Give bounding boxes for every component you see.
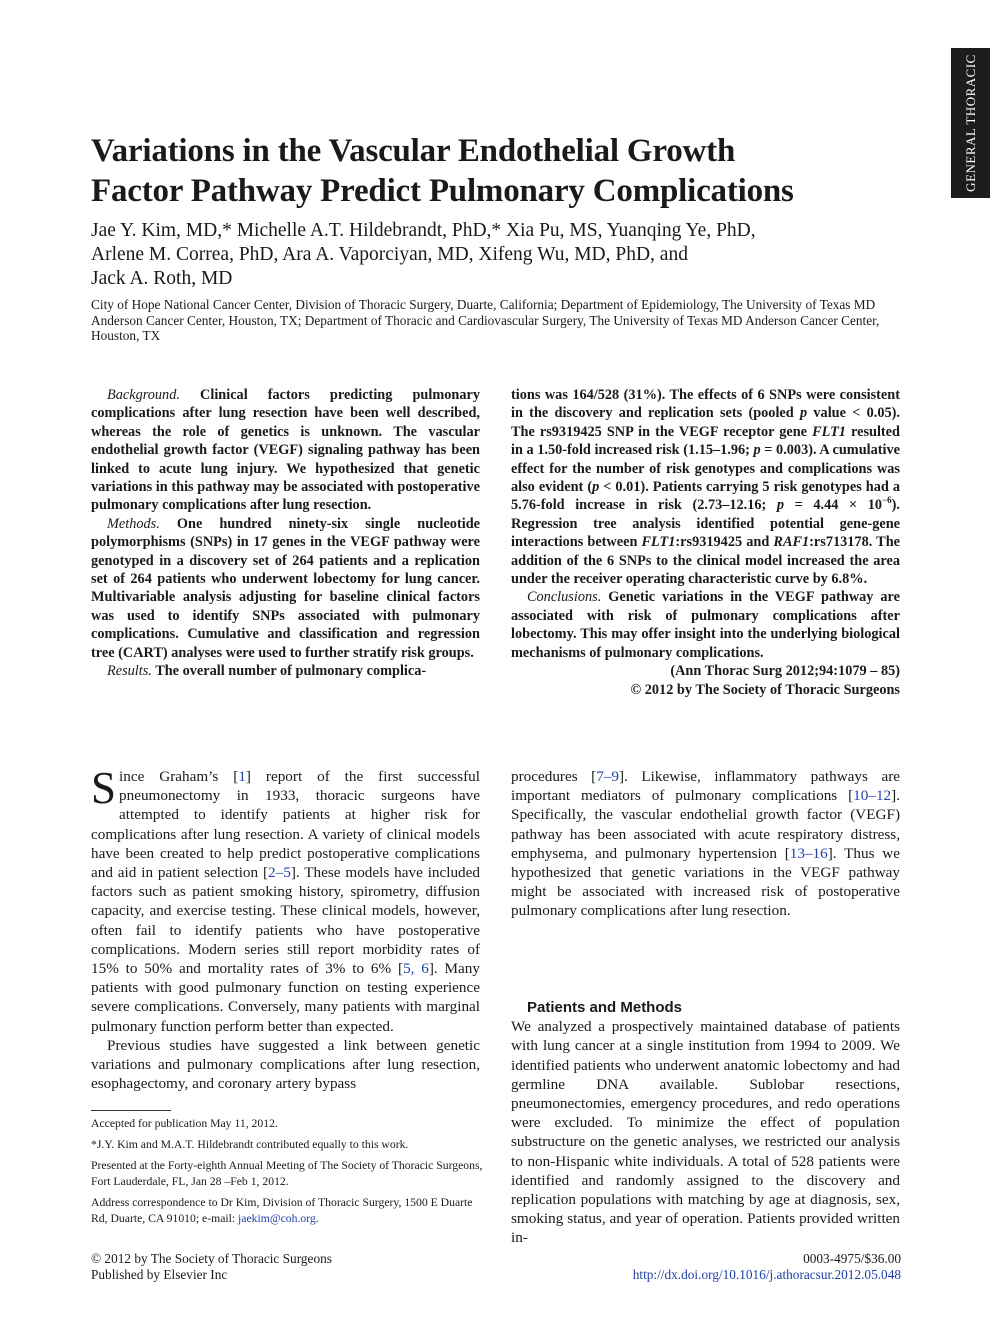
footnote-equal-contribution: *J.Y. Kim and M.A.T. Hildebrandt contributed equally to this work. [91,1138,409,1151]
abstract-copyright: © 2012 by The Society of Thoracic Surgeons [630,681,900,698]
methods-section [511,998,900,1248]
footer-issn: 0003-4975/$36.00 [803,1251,901,1266]
section-heading: Patients and Methods [527,999,683,1016]
intro-paragraph-2-continued: procedures [7–9]. Likewise, inflammatory pathways are important mediators of pulmonary complications [10–12]. Specifically, the vascular endothelial growth factor (VEGF) pathway has been associated with acute respiratory distress, emphysema, and pulmonary hypertension [13–16]. Thus we hypothesized that genetic variations in the VEGF pathway might be associated with increased risk of postoperative pulmonary complications after lung resection. [511,768,900,920]
title-line: Variations in the Vascular Endothelial Growth [91,133,736,169]
author-list [91,219,911,291]
abstract-conclusions: Conclusions. Genetic variations in the VEGF pathway are associated with risk of pulmonary complications after lobectomy. This may offer insight into the underlying biological mechanisms of pulmonary complications. [511,589,900,661]
intro-paragraph-1: Since Graham’s [1] report of the first successful pneumonectomy in 1933, thoracic surgeons have attempted to identify patients at higher risk for complications after lung resection. A variety of clinical models have been created to help predict postoperative complications and aid in patient selection [2–5]. These models have included factors such as patient smoking history, spirometry, diffusion capacity, and exercise testing. These clinical models, however, often fail to identify patients who have postoperative complications. Modern series still report morbidity rates of 15% to 50% and mortality rates of 3% to 6% [5, 6]. Many patients with good pulmonary function on testing experience severe complications. Conversely, many patients with marginal pulmonary function perform better than expected. [91,763,480,1035]
reference-link[interactable]: 5, 6 [403,960,429,978]
footnote-address: Address correspondence to Dr Kim, Division of Thoracic Surgery, 1500 E Duarte Rd, Duarte, CA 91010; e-mail: jaekim@coh.org. [91,1196,473,1225]
section-tab-label: GENERAL THORACIC [962,54,978,192]
abstract-results-start: Results. The overall number of pulmonary complica- [107,663,427,680]
footnotes [91,1116,486,1232]
email-link[interactable]: jaekim@coh.org [238,1212,316,1225]
reference-link[interactable]: 13–16 [789,844,828,862]
abstract-results-continued: tions was 164/528 (31%). The effects of 6 SNPs were consistent in the discovery and replication sets (pooled p value < 0.05). The rs9319425 SNP in the VEGF receptor gene FLT1 resulted in a 1.50-fold increased risk (1.15–1.96; p = 0.003). A cumulative effect for the number of risk genotypes and complications was also evident (p < 0.01). Patients carrying 5 risk genotypes had a 5.76-fold increase in risk (2.73–12.16; $p = 4.44 \times 10^{-6}$). Regression tree analysis identified potential gene-gene interactions between FLT1:rs9319425 and RAF1:rs713178. The addition of the 6 SNPs to the clinical model increased the area under the receiver operating characteristic curve by 6.8%. [511,387,901,588]
abstract-right-column [511,386,900,699]
reference-link[interactable]: 10–12 [853,787,892,805]
article-title [91,131,941,211]
footnote-presented: Presented at the Forty-eighth Annual Meeting of The Society of Thoracic Surgeons, Fort Lauderdale, FL, Jan 28 –Feb 1, 2012. [91,1159,483,1188]
author-line: Arlene M. Correa, PhD, Ara A. Vaporciyan, MD, Xifeng Wu, MD, PhD, and [91,244,688,265]
intro-paragraph-2-start: Previous studies have suggested a link between genetic variations and pulmonary complications after lung resection, esophagectomy, and coronary artery bypass [91,1036,480,1093]
author-line: Jack A. Roth, MD [91,268,233,289]
body-right-column [511,767,900,921]
abstract-background: Background. Clinical factors predicting pulmonary complications after lung resection have been well described, whereas the role of genetics is unknown. The vascular endothelial growth factor (VEGF) signaling pathway has been linked to acute lung injury. We hypothesized that genetic variations in this pathway may be associated with postoperative pulmonary complications after lung resection. [91,387,480,514]
author-line: Jae Y. Kim, MD,* Michelle A.T. Hildebrandt, PhD,* Xia Pu, MS, Yuanqing Ye, PhD, [91,220,756,241]
footnote-accepted: Accepted for publication May 11, 2012. [91,1117,278,1130]
footer-copyright: © 2012 by The Society of Thoracic Surgeons [91,1251,332,1266]
reference-link[interactable]: 1 [238,768,246,785]
title-line: Factor Pathway Predict Pulmonary Complications [91,173,794,209]
section-tab [951,48,990,198]
abstract-left-column [91,386,480,681]
footer-left [91,1251,332,1283]
drop-cap: S [91,763,117,813]
methods-paragraph: We analyzed a prospectively maintained database of patients with lung cancer at a single institution from 1994 to 2009. We identified patients who underwent anatomic lobectomy and had germline DNA available. Sublobar resections, pneumonectomies, emergency procedures, and redo operations were excluded. To minimize the effect of population substructure on the genetic analyses, we restricted our analysis to non-Hispanic white individuals. A total of 528 patients were identified and randomly assigned to the discovery and replication populations with matching by age at diagnosis, sex, smoking status, and year of operation. Patients provided written in- [511,1018,900,1247]
reference-link[interactable]: 7–9 [596,768,619,785]
citation: (Ann Thorac Surg 2012;94:1079 – 85) [670,663,900,680]
footer-right [633,1251,901,1283]
reference-link[interactable]: 2–5 [268,864,291,882]
footer-publisher: Published by Elsevier Inc [91,1267,228,1282]
body-left-column [91,763,480,1093]
doi-link[interactable]: http://dx.doi.org/10.1016/j.athoracsur.2012.05.048 [632,1267,901,1282]
footnote-divider [91,1110,171,1111]
affiliation: City of Hope National Cancer Center, Division of Thoracic Surgery, Duarte, California; Department of Epidemiology, The University of Texas MD Anderson Cancer Center, Houston, TX; Department of Thoracic and Cardiovascular Surgery, The University of Texas MD Anderson Cancer Center, Houston, TX [91,297,880,343]
abstract-methods: Methods. One hundred ninety-six single nucleotide polymorphisms (SNPs) in 17 genes in the VEGF pathway were genotyped in a discovery set of 264 patients and a replication set of 264 patients who underwent lobectomy for lung cancer. Multivariable analysis adjusting for baseline clinical factors was used to identify SNPs associated with pulmonary complications. Cumulative and classification and regression tree (CART) analyses were used to further stratify risk groups. [91,515,480,661]
